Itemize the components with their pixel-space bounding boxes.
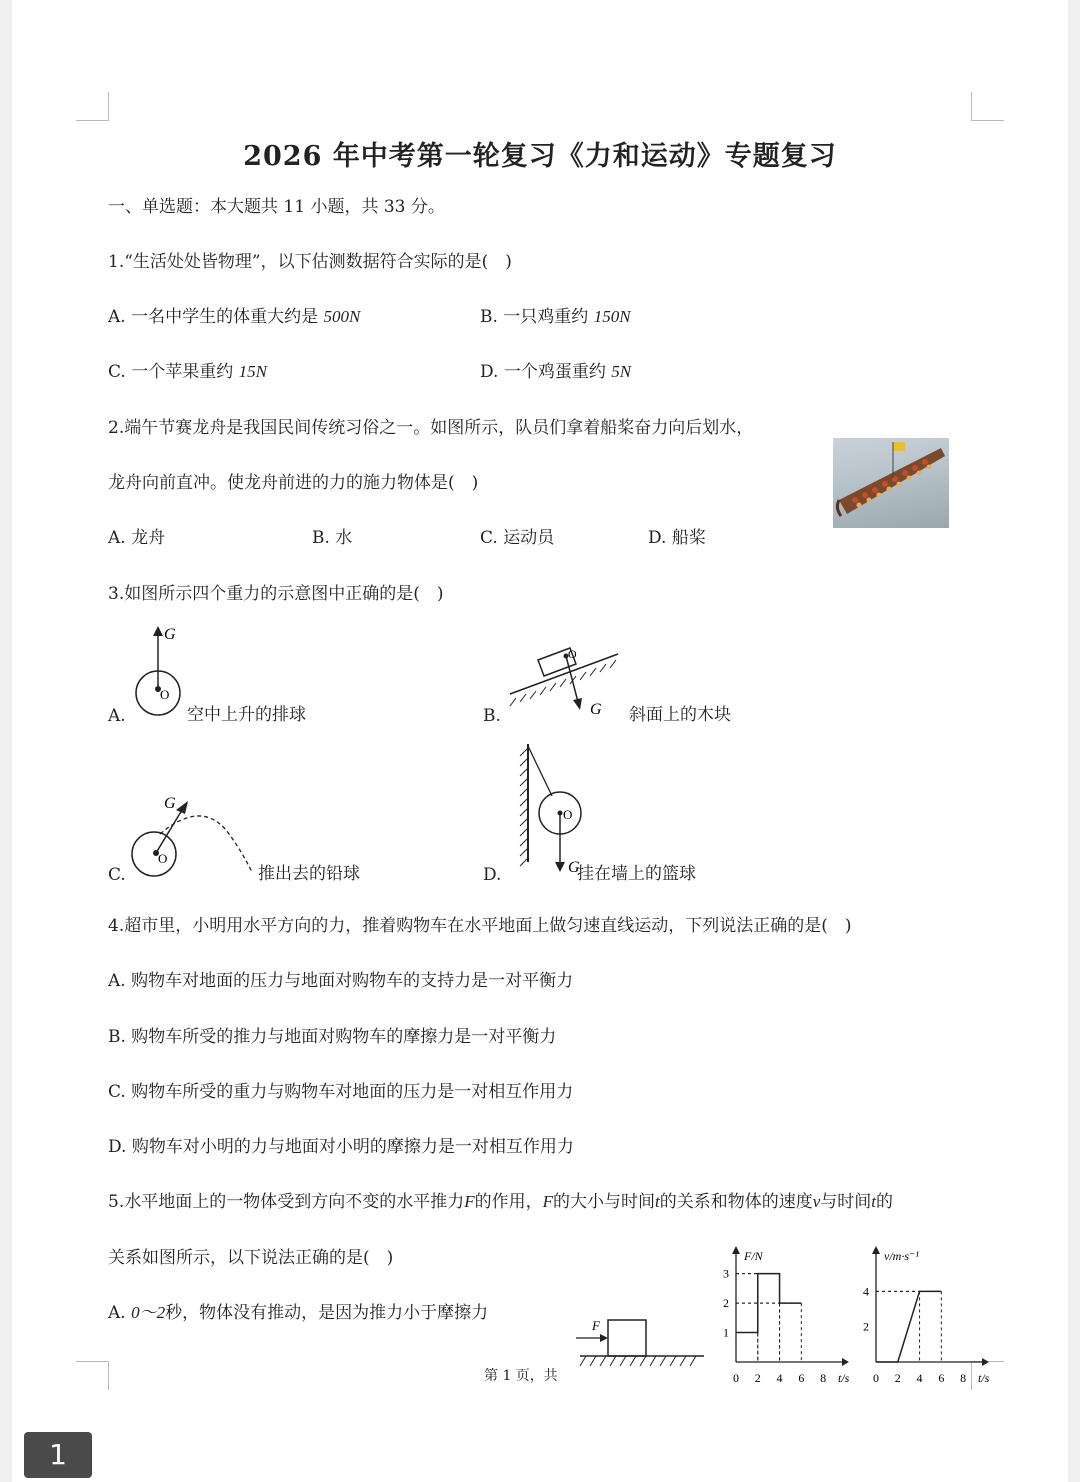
x-axis-arrow: [982, 1358, 989, 1366]
question-2-option-d: D. 船桨: [648, 528, 706, 548]
q3-option-c-label: C.: [108, 865, 126, 885]
question-4-option-d: D. 购物车对小明的力与地面对小明的摩擦力是一对相互作用力: [108, 1137, 574, 1157]
force-time-chart: [712, 1244, 852, 1384]
center-label: O: [160, 687, 170, 702]
x-tick-label: 8: [820, 1371, 827, 1384]
y-tick-label: 2: [863, 1319, 869, 1334]
dragon-boat-illustration: [833, 438, 949, 528]
x-tick-label: 2: [754, 1371, 761, 1384]
document-page: [12, 0, 1068, 1482]
center-label: O: [563, 807, 573, 822]
y-tick-label: 3: [723, 1266, 729, 1281]
x-tick-label: 4: [776, 1371, 783, 1384]
page-number-badge[interactable]: 1: [24, 1432, 92, 1478]
x-tick-label: 8: [960, 1371, 967, 1384]
y-tick-label: 2: [723, 1296, 729, 1311]
x-axis-label: t/s: [978, 1371, 990, 1384]
x-tick-label: 4: [916, 1371, 923, 1384]
question-1-stem: 1.“生活处处皆物理”，以下估测数据符合实际的是( ): [108, 252, 512, 272]
q3-option-a-caption: 空中上升的排球: [187, 705, 306, 725]
y-axis-label: F/N: [744, 1249, 763, 1263]
x-axis-arrow: [842, 1358, 849, 1366]
dragon-boat-photo: [833, 438, 949, 528]
y-tick-label: 4: [863, 1284, 869, 1299]
question-4-stem: 4.超市里，小明用水平方向的力，推着购物车在水平地面上做匀速直线运动，下列说法正确的是( ): [108, 916, 852, 936]
force-label: G: [590, 701, 602, 718]
question-5-line-2: 关系如图所示，以下说法正确的是( ): [108, 1248, 394, 1268]
x-tick-label: 2: [894, 1371, 901, 1384]
section-heading: 一、单选题：本大题共 11 小题，共 33 分。: [108, 197, 445, 217]
question-2-line-2: 龙舟向前直冲。使龙舟前进的力的施力物体是( ): [108, 473, 479, 493]
question-4-option-a: A. 购物车对地面的压力与地面对购物车的支持力是一对平衡力: [108, 971, 574, 991]
crop-mark-top-right: [971, 92, 1004, 121]
y-axis-arrow: [732, 1246, 740, 1254]
q3-option-d-label: D.: [483, 865, 502, 885]
shot-put-diagram: [130, 790, 265, 882]
question-2-option-a: A. 龙舟: [108, 528, 166, 548]
series-line: [876, 1291, 941, 1362]
x-tick-label: 6: [798, 1371, 805, 1384]
page-footer: 第 1 页，共: [484, 1368, 558, 1384]
question-2-option-b: B. 水: [312, 528, 353, 548]
q3-option-b-caption: 斜面上的木块: [629, 705, 731, 725]
y-axis-arrow: [872, 1246, 880, 1254]
question-1-option-d: D. 一个鸡蛋重约 5N: [480, 362, 632, 382]
question-1-option-c: C. 一个苹果重约 15N: [108, 362, 267, 382]
q3-option-a-label: A.: [108, 706, 126, 726]
question-4-option-b: B. 购物车所受的推力与地面对购物车的摩擦力是一对平衡力: [108, 1027, 557, 1047]
velocity-time-chart: [852, 1244, 997, 1384]
center-label: O: [568, 647, 577, 661]
question-1-option-b: B. 一只鸡重约 150N: [480, 307, 631, 327]
force-label: G: [164, 795, 176, 812]
crop-mark-top-left: [76, 92, 109, 121]
y-axis-label: v/m·s⁻¹: [884, 1249, 919, 1263]
question-2-line-1: 2.端午节赛龙舟是我国民间传统习俗之一。如图所示，队员们拿着船桨奋力向后划水，: [108, 418, 754, 438]
y-tick-label: 1: [723, 1325, 729, 1340]
x-tick-label: 0: [873, 1371, 879, 1384]
question-2-option-c: C. 运动员: [480, 528, 555, 548]
q3-option-b-label: B.: [483, 706, 501, 726]
push-block-diagram: [572, 1310, 712, 1370]
crop-mark-bottom-left: [76, 1361, 109, 1390]
x-tick-label: 6: [938, 1371, 945, 1384]
question-1-option-a: A. 一名中学生的体重大约是 500N: [108, 307, 361, 327]
x-tick-label: 0: [733, 1371, 739, 1384]
hanging-ball-diagram: [506, 738, 586, 878]
question-5-option-a: A. 0～2秒，物体没有推动，是因为推力小于摩擦力: [108, 1303, 489, 1323]
center-label: O: [158, 851, 168, 866]
q3-option-d-caption: 挂在墙上的篮球: [577, 864, 696, 884]
force-label: F: [592, 1318, 600, 1333]
question-4-option-c: C. 购物车所受的重力与购物车对地面的压力是一对相互作用力: [108, 1082, 574, 1102]
force-label: G: [568, 859, 580, 876]
force-label: G: [164, 626, 176, 643]
incline-block-diagram: [506, 640, 626, 722]
document-title: 2026 年中考第一轮复习《力和运动》专题复习: [243, 141, 837, 172]
question-5-line-1: 5.水平地面上的一物体受到方向不变的水平推力F的作用，F的大小与时间t的关系和物体的速度v与时间t的: [108, 1192, 894, 1212]
question-3-stem: 3.如图所示四个重力的示意图中正确的是( ): [108, 584, 444, 604]
q3-option-c-caption: 推出去的铅球: [258, 864, 360, 884]
x-axis-label: t/s: [838, 1371, 850, 1384]
